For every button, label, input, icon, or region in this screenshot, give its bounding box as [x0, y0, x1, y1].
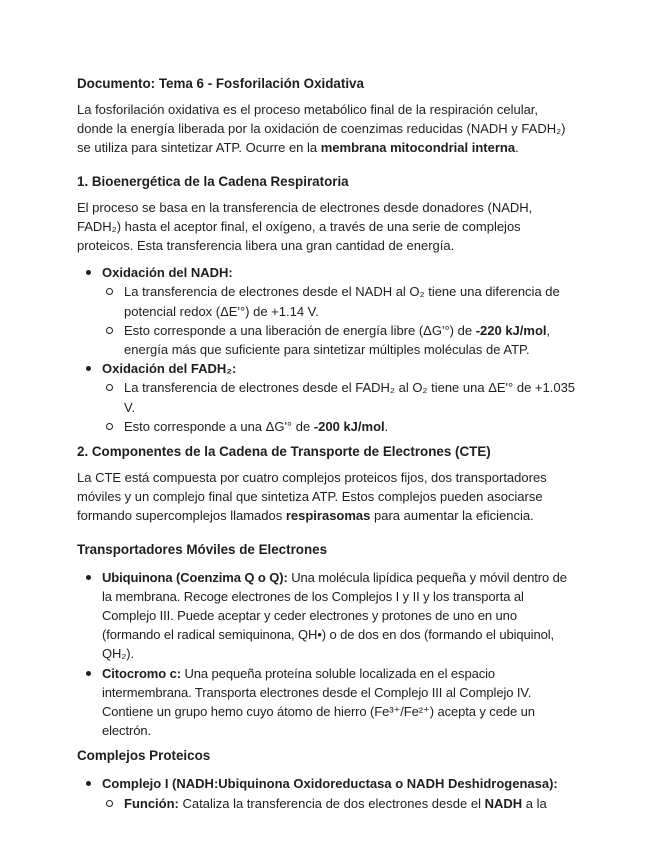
complex-1-sublist [102, 794, 577, 813]
mobile-carriers-list [77, 568, 577, 741]
list-item-fadh2 [77, 359, 577, 436]
item-text: Esto corresponde a una liberación de energía libre (ΔG'°) de [124, 322, 476, 338]
section-2-heading: 2. Componentes de la Cadena de Transporte de Electrones (CTE) [77, 444, 491, 460]
function-text-end: a la [522, 795, 547, 811]
list-item [102, 282, 577, 320]
item-text: La transferencia de electrones desde el NADH al O₂ tiene una diferencia de potencial redox (ΔE'°) de +1.14 V. [124, 284, 560, 319]
bioenergetics-list [77, 263, 577, 436]
section-2-paragraph [77, 468, 577, 526]
list-item-complex-1 [77, 774, 577, 812]
ubiquinone-label: Ubiquinona (Coenzima Q o Q): [102, 569, 288, 585]
list-item [102, 378, 577, 416]
function-label: Función: [124, 795, 179, 811]
section-1-heading: 1. Bioenergética de la Cadena Respiratoria [77, 173, 349, 189]
item-bold: -200 kJ/mol [313, 418, 385, 434]
function-text: Cataliza la transferencia de dos electrones desde el [178, 795, 485, 811]
list-item-cytochrome-c [77, 664, 577, 741]
item-text: La transferencia de electrones desde el FADH₂ al O₂ tiene una ΔE'° de +1.035 V. [124, 380, 576, 415]
protein-complexes-list [77, 774, 577, 812]
item-text-end: . [384, 418, 389, 434]
list-item [102, 321, 577, 359]
list-item [102, 794, 577, 813]
intro-paragraph [77, 100, 577, 158]
fadh2-sublist [102, 378, 577, 436]
list-item [102, 417, 577, 436]
section-1-paragraph: El proceso se basa en la transferencia de electrones desde donadores (NADH, FADH₂) hasta el aceptor final, el oxígeno, a través de una serie de complejos proteicos. Esta transferencia libera una gran cantidad de energía. [77, 199, 533, 254]
mobile-carriers-heading: Transportadores Móviles de Electrones [77, 541, 328, 557]
item-text-end: , energía más que suficiente para sintetizar múltiples moléculas de ATP. [124, 322, 551, 358]
section-2-text: La CTE está compuesta por cuatro complejos proteicos fijos, dos transportadores móviles y un complejo final que sintetiza ATP. Estos complejos pueden asociarse formando supercomplejos llamados [77, 470, 547, 524]
cytochrome-c-text: Una pequeña proteína soluble localizada en el espacio intermembrana. Transporta electrones desde el Complejo III al Complejo IV. Contiene un grupo hemo cuyo átomo de hierro (Fe³⁺/Fe²⁺) acepta y cede un electrón. [102, 665, 535, 739]
nadh-label: Oxidación del NADH: [102, 265, 233, 281]
section-2-bold: respirasomas [285, 508, 371, 524]
list-item-nadh [77, 263, 577, 359]
section-2-text-end: para aumentar la eficiencia. [370, 508, 534, 524]
complex-1-label: Complejo I (NADH:Ubiquinona Oxidoreductasa o NADH Deshidrogenasa): [102, 776, 558, 792]
intro-end: . [515, 140, 519, 156]
function-bold: NADH [484, 795, 523, 811]
fadh2-label: Oxidación del FADH₂: [102, 361, 237, 377]
ubiquinone-text: Una molécula lipídica pequeña y móvil dentro de la membrana. Recoge electrones de los Complejos I y II y los transporta al Complejo III. Puede aceptar y ceder electrones y protones de uno en uno (formando el radical semiquinona, QH•) o de dos en dos (formando el ubiquinol, QH₂). [102, 569, 567, 662]
item-text: Esto corresponde a una ΔG'° de [124, 418, 314, 434]
item-bold: -220 kJ/mol [475, 322, 547, 338]
list-item-ubiquinone [77, 568, 577, 664]
cytochrome-c-label: Citocromo c: [102, 665, 181, 681]
nadh-sublist [102, 282, 577, 359]
intro-text: La fosforilación oxidativa es el proceso metabólico final de la respiración celular, donde la energía liberada por la oxidación de coenzimas reducidas (NADH y FADH₂) se utiliza para sintetizar ATP. Ocurre en la [77, 102, 566, 156]
document-body [77, 74, 577, 813]
protein-complexes-heading: Complejos Proteicos [77, 748, 211, 764]
document-title: Documento: Tema 6 - Fosforilación Oxidativa [77, 76, 364, 91]
intro-bold: membrana mitocondrial interna [320, 140, 516, 156]
